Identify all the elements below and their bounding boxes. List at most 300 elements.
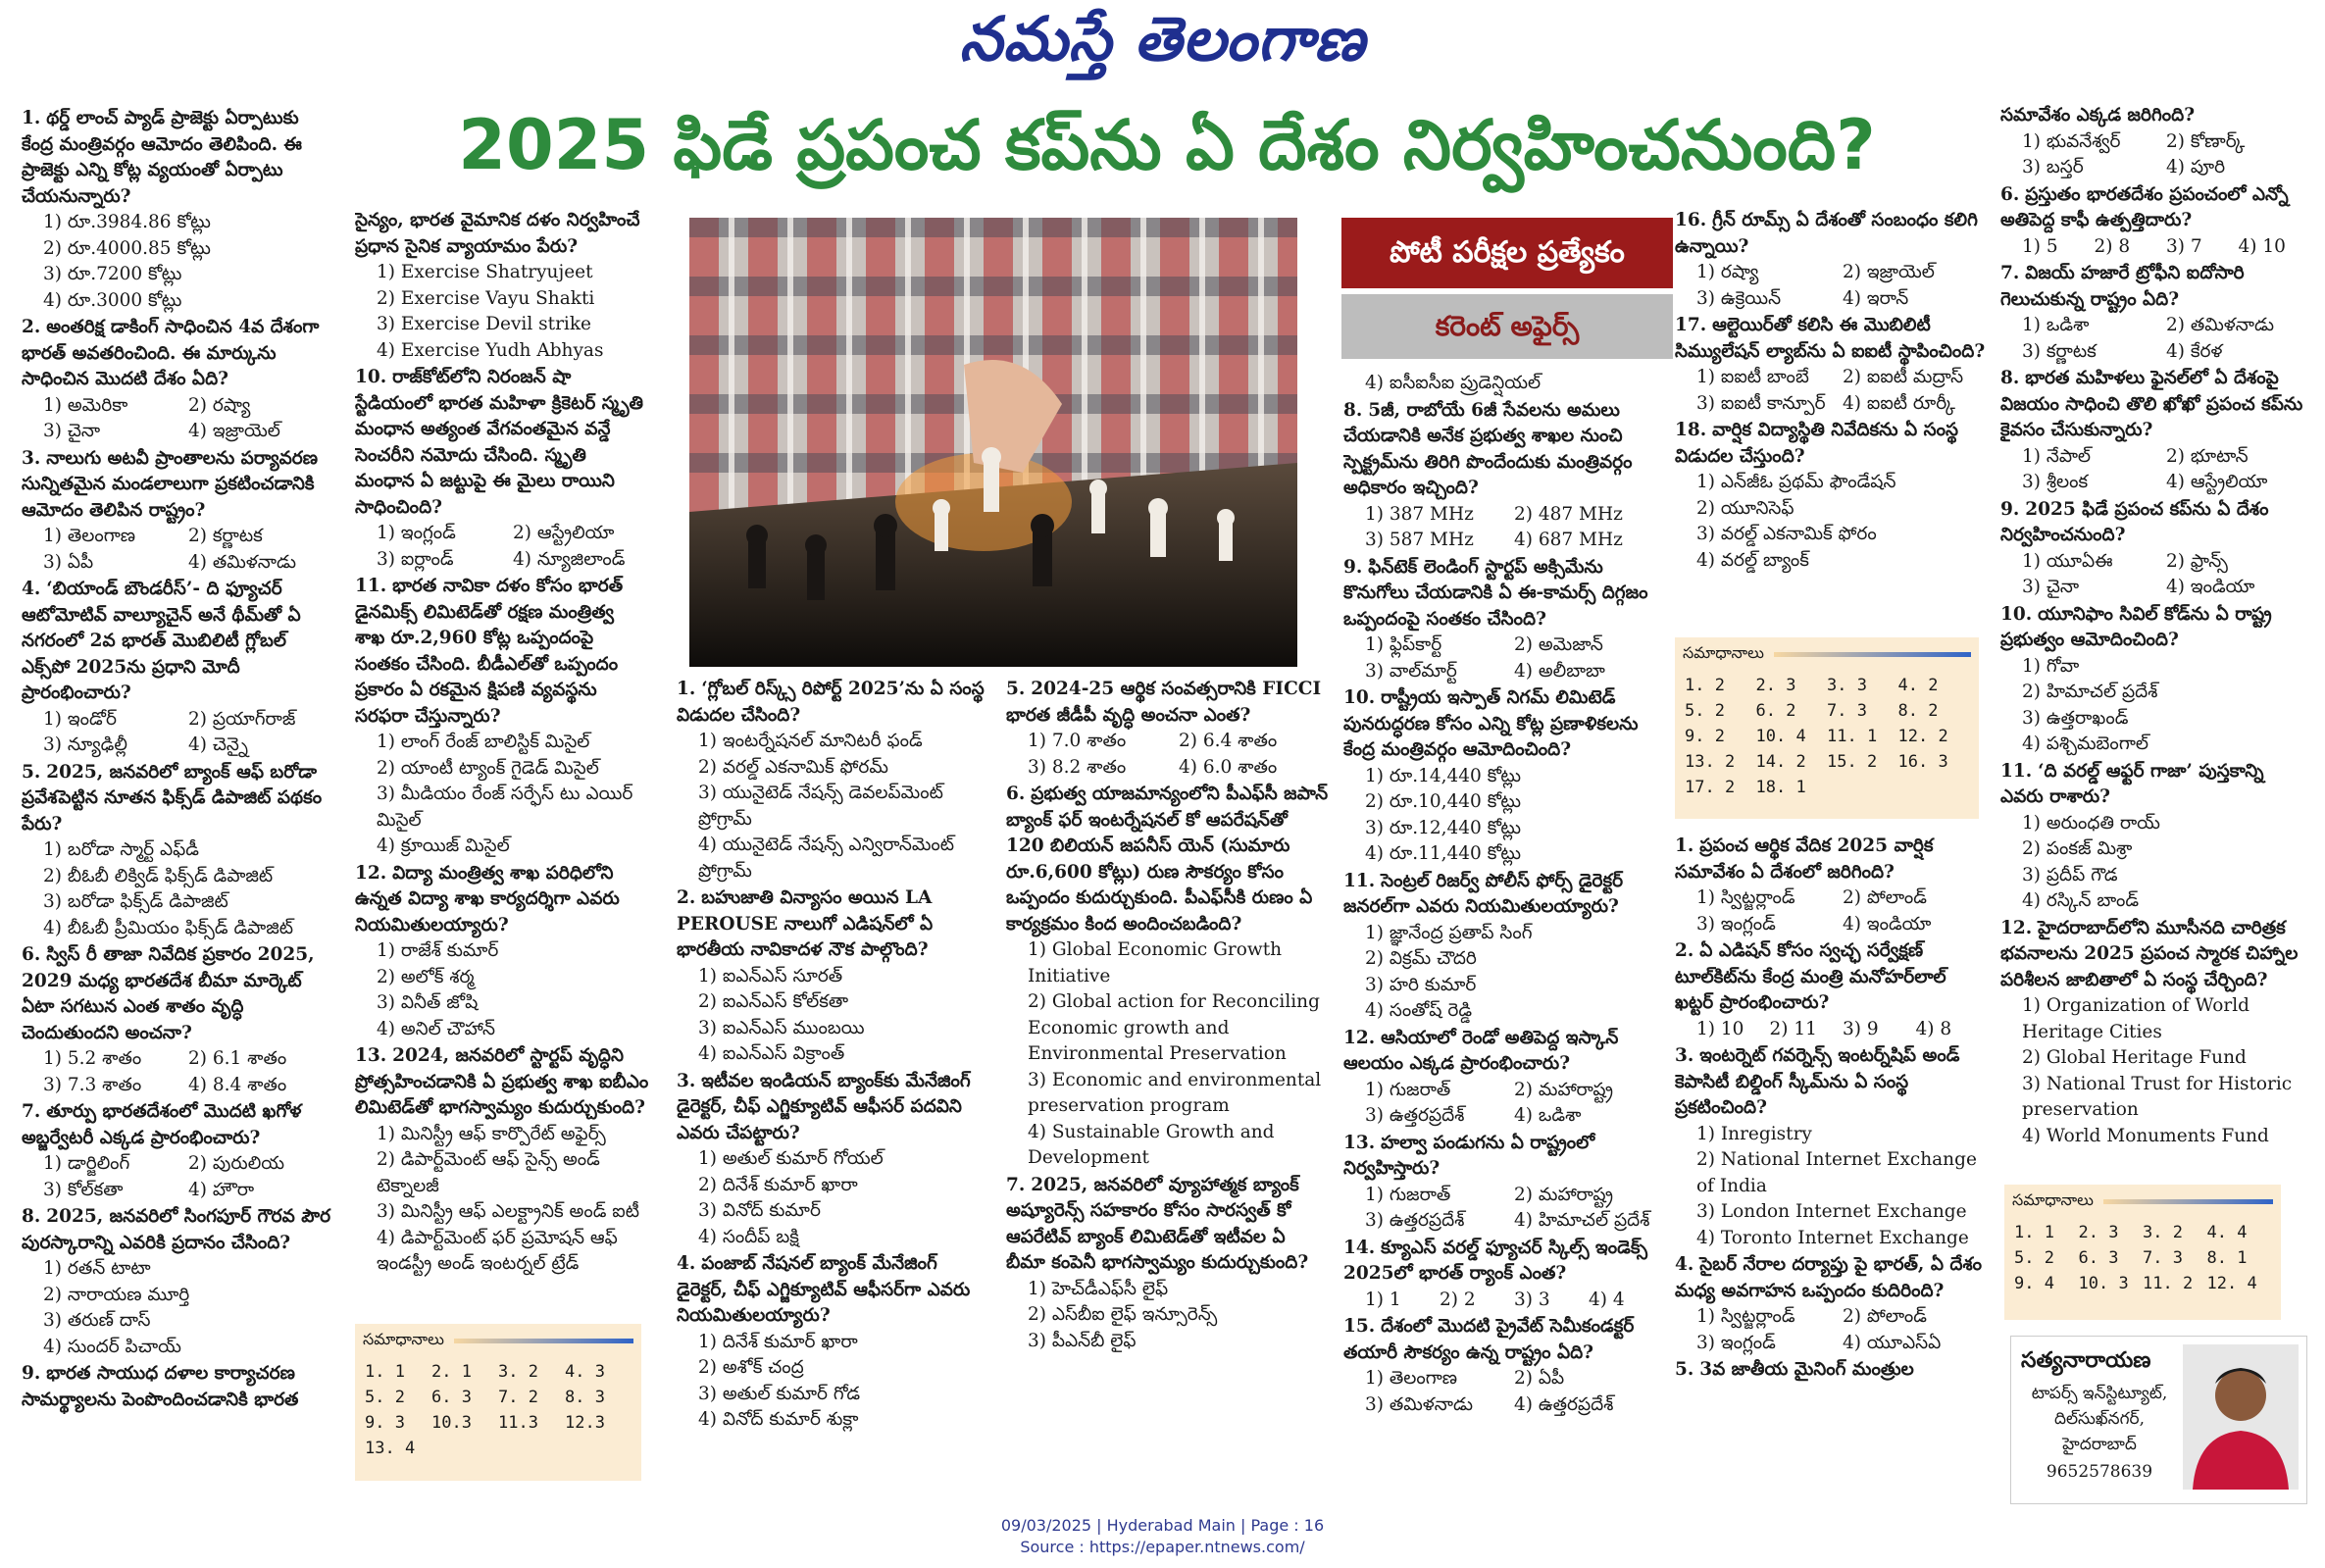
option: 2) హిమాచల్ ప్రదేశ్ <box>2022 682 2158 702</box>
answer-key-title <box>1675 637 1979 672</box>
option: 2) National Internet Exchange of India <box>1696 1149 1977 1196</box>
option: 1) 7.0 శాతం <box>1028 731 1127 751</box>
option: 4) 687 MHz <box>1514 530 1623 550</box>
question-item <box>1675 1252 1989 1356</box>
option: 2) ఐఐటీ మద్రాస్ <box>1843 367 1964 387</box>
author-institute: టాపర్స్ ఇన్‌స్టిట్యూట్, <box>2031 1384 2168 1403</box>
option: 3) తరుణ్ దాస్ <box>43 1310 151 1331</box>
question-text-row <box>1343 555 1663 633</box>
question-number: 11. <box>1343 870 1376 891</box>
answer-item: 12.3 <box>565 1413 605 1433</box>
question-text-row <box>2000 103 2310 129</box>
option: 2) Global Heritage Fund <box>2022 1047 2247 1068</box>
option: 1) స్విట్జర్లాండ్ <box>1696 887 1795 908</box>
option: 4) 4 <box>1589 1289 1625 1310</box>
question-text: ఇటీవల ఇండియన్ బ్యాంక్‌కు మేనేజింగ్ డైరెక్టర్, చీఫ్ ఎగ్జిక్యూటివ్ ఆఫీసర్ పదవిని ఎవరు చేపట్టారు? <box>677 1070 971 1143</box>
question-number: 7. <box>22 1101 41 1122</box>
question-item <box>1343 1314 1663 1418</box>
option: 2) ఇజ్రాయెల్ <box>1843 262 1935 282</box>
question-number: 8. <box>1343 399 1363 421</box>
option: 3) ప్రదీప్ గౌడ <box>2022 864 2118 885</box>
option: 4) సుందర్ పిచాయ్ <box>43 1336 181 1357</box>
option: 2) ఏపీ <box>1514 1368 1565 1389</box>
option: 3) తమిళనాడు <box>1365 1393 1474 1415</box>
option: 2) 11 <box>1769 1018 1817 1039</box>
author-photo <box>2183 1344 2299 1490</box>
options <box>2000 129 2310 181</box>
option: 4) రూ.3000 కోట్లు <box>43 289 182 311</box>
question-item <box>2000 103 2310 181</box>
option: 1) ఇంటర్నేషనల్ మానిటరీ ఫండ్ <box>698 731 923 751</box>
question-number: 1. <box>1675 835 1694 856</box>
question-number: 4. <box>22 579 41 599</box>
question-text-row <box>1343 398 1663 502</box>
option: 3) ఉక్రెయిన్ <box>1696 287 1782 309</box>
option: 2) మహారాష్ట్ర <box>1514 1184 1613 1205</box>
question-number: 16. <box>1675 210 1707 230</box>
answer-grid <box>355 1358 641 1462</box>
question-text: యూనిఫాం సివిల్ కోడ్‌ను ఏ రాష్ట్ర ప్రభుత్వం ఆమోదించింది? <box>2000 603 2272 650</box>
question-text-row <box>22 106 333 210</box>
title-bar <box>1774 652 1971 657</box>
option: 3) అతుల్ కుమార్ గోడ <box>698 1383 861 1404</box>
option: 2) అశోక్ చంద్ర <box>698 1357 804 1378</box>
question-column-6 <box>1675 208 1989 630</box>
question-text: భారత మహిళలు ఫైనల్‌లో ఏ దేశంపై విజయం సాధించి తొలి ఖోఖో ప్రపంచ కప్‌ను కైవసం చేసుకున్నారు? <box>2000 368 2303 440</box>
option: 2) పోలాండ్ <box>1843 1306 1927 1327</box>
answer-item: 10.3 <box>431 1413 472 1433</box>
option: 3) మినిస్ట్రీ ఆఫ్ ఎలక్ట్రానిక్ అండ్ ఐటీ <box>377 1201 640 1222</box>
headline: 2025 ఫిడే ప్రపంచ కప్‌ను ఏ దేశం నిర్వహించనుంది? <box>458 105 1876 185</box>
question-item <box>2000 602 2310 758</box>
answer-item: 1. 1 <box>365 1362 405 1382</box>
question-text-row <box>1006 1173 1330 1277</box>
answer-item: 12. 2 <box>1897 727 1948 746</box>
question-text: విజయ్ హజారే ట్రోఫీని ఐదోసారి గెలుచుకున్న రాష్ట్రం ఏది? <box>2000 263 2245 310</box>
option: 2) పంకజ్ మిశ్రా <box>2022 838 2133 859</box>
question-text-row <box>355 1043 649 1122</box>
option: 3) మీడియం రేంజ్ సర్ఫేస్ టు ఎయిర్ మిసైల్ <box>377 784 633 831</box>
option: 2) రష్యా <box>188 394 251 416</box>
question-number: 7. <box>1006 1174 1026 1195</box>
question-text: ఏ ఎడిషన్ కోసం స్వచ్ఛ సర్వేక్షణ్ టూల్‌కిట్‌ను కేంద్ర మంత్రి మనోహర్‌లాల్ ఖట్టర్ ప్రారంభించారు? <box>1675 940 1946 1013</box>
option: 4) యూఎస్ఏ <box>1843 1332 1942 1353</box>
option: 4) తమిళనాడు <box>188 551 297 573</box>
question-item <box>1343 371 1663 397</box>
answer-item: 2. 3 <box>2078 1223 2119 1242</box>
option: 2) పోలాండ్ <box>1843 887 1927 908</box>
banner-title: పోటీ పరీక్షల ప్రత్యేకం <box>1341 218 1673 288</box>
question-text-row <box>1675 834 1989 885</box>
option: 3) బరోడా ఫిక్స్‌డ్ డిపాజిట్ <box>43 891 228 912</box>
question-text-row <box>2000 916 2310 994</box>
option: 1) గోవా <box>2022 655 2080 677</box>
option: 3) ఉత్తరప్రదేశ్ <box>1365 1105 1465 1126</box>
option: 3) వినీత్ జోషి <box>377 992 479 1013</box>
question-column-1 <box>22 106 333 1498</box>
answer-item: 13. 2 <box>1685 752 1736 772</box>
option: 1) 10 <box>1696 1018 1744 1039</box>
question-item <box>22 1204 333 1360</box>
option: 2) 6.1 శాతం <box>188 1048 287 1069</box>
question-number: 12. <box>2000 917 2033 938</box>
option: 3) చైనా <box>43 421 101 441</box>
question-text: వార్షిక విద్యాస్థితి నివేదికను ఏ సంస్థ విడుదల చేస్తుంది? <box>1675 420 1958 467</box>
question-item <box>677 1251 990 1434</box>
option: 4) ఒడిశా <box>1514 1105 1582 1126</box>
footer <box>0 1515 2325 1558</box>
question-number: 17. <box>1675 315 1707 335</box>
question-number: 2. <box>1675 940 1694 961</box>
options <box>22 1151 333 1203</box>
option: 3) హరి కుమార్ <box>1365 974 1477 995</box>
question-number: 3. <box>22 447 41 469</box>
question-text: 2025 ఫిడే ప్రపంచ కప్‌ను ఏ దేశం నిర్వహించనుంది? <box>2000 498 2269 545</box>
option: 1) మినిస్ట్రీ ఆఫ్ కార్పొరేట్ అఫైర్స్ <box>377 1123 606 1144</box>
option: 3) 8.2 శాతం <box>1028 756 1127 778</box>
option: 4) ఇండియా <box>1843 913 1932 935</box>
question-item <box>355 365 649 573</box>
question-number: 6. <box>1006 784 1026 804</box>
option: 2) కోణార్క్ <box>2166 130 2246 152</box>
answer-key-2 <box>1675 637 1979 819</box>
question-text-row <box>22 942 333 1046</box>
answer-item: 10. 3 <box>2078 1274 2129 1293</box>
option: 2) పురులియ <box>188 1153 285 1174</box>
question-number: 2. <box>677 887 696 908</box>
question-number: 6. <box>22 944 41 965</box>
option: 4) వినోద్ కుమార్ శుక్లా <box>698 1409 859 1430</box>
option: 1) అరుంధతి రాయ్ <box>2022 812 2160 834</box>
option: 4) ఉత్తరప్రదేశ్ <box>1514 1393 1614 1415</box>
option: 1) Organization of World Heritage Cities <box>2022 995 2250 1042</box>
option: 4) డిపార్ట్‌మెంట్ ఫర్ ప్రమోషన్ ఆఫ్ ఇండస్ట్రీ అండ్ ఇంటర్నల్ ట్రేడ్ <box>377 1227 618 1274</box>
question-number: 15. <box>1343 1316 1376 1337</box>
answer-item: 6. 2 <box>1755 701 1796 721</box>
option: 3) కోల్‌కతా <box>43 1179 124 1200</box>
answer-key-3 <box>2004 1185 2281 1320</box>
section-banner <box>1341 218 1673 365</box>
question-item <box>2000 261 2310 365</box>
question-text-row <box>677 677 990 729</box>
question-text: థర్డ్ లాంచ్ ప్యాడ్ ప్రాజెక్టు ఏర్పాటుకు కేంద్ర మంత్రివర్గం ఆమోదం తెలిపింది. ఈ ప్రాజెక్టు ఎన్ని కోట్ల వ్యయంతో ఏర్పాటు చేయనున్నారు? <box>22 108 302 207</box>
option: 2) ప్రయాగ్‌రాజ్ <box>188 708 296 730</box>
option: 2) 2 <box>1440 1289 1476 1310</box>
option: 3) రూ.7200 కోట్లు <box>43 264 182 284</box>
question-text: తూర్పు భారతదేశంలో మొదటి ఖగోళ అబ్జర్వేటరీ ఎక్కడ ప్రారంభించారు? <box>22 1101 302 1148</box>
option: 3) రూ.12,440 కోట్లు <box>1365 817 1522 838</box>
options <box>22 1046 333 1098</box>
options <box>677 1146 990 1250</box>
option: 2) ఆస్ట్రేలియా <box>513 523 615 543</box>
question-number: 8. <box>22 1206 41 1227</box>
option: 3) యునైటెడ్ నేషన్స్ డెవలప్‌మెంట్ ప్రోగ్రామ్ <box>698 783 943 830</box>
options <box>1006 729 1330 781</box>
question-text-row <box>22 577 333 707</box>
option: 4) అనిల్ చౌహాన్ <box>377 1018 496 1039</box>
question-text: నాలుగు అటవీ ప్రాంతాలను పర్యావరణ సున్నితమైన మండలాలుగా ప్రకటించడానికి ఆమోదం తెలిపిన రాష్ట్రం? <box>22 447 319 521</box>
question-number: 13. <box>355 1045 387 1066</box>
question-text-row <box>2000 497 2310 549</box>
options <box>1343 921 1663 1025</box>
option: 1) రూ.3984.86 కోట్లు <box>43 212 211 232</box>
question-number: 1. <box>22 108 41 128</box>
question-item <box>22 446 333 577</box>
question-text: 3వ జాతీయ మైనింగ్ మంత్రుల <box>1699 1359 1914 1380</box>
question-text-row <box>677 885 990 964</box>
answer-item: 11.3 <box>498 1413 538 1433</box>
question-number: 9. <box>2000 498 2020 520</box>
option: 4) 6.0 శాతం <box>1179 756 1278 778</box>
option: 2) మహారాష్ట్ర <box>1514 1079 1613 1100</box>
question-column-6b <box>1675 834 1989 1510</box>
question-column-7 <box>2000 103 2310 1172</box>
question-item <box>1343 685 1663 868</box>
options <box>1343 1366 1663 1418</box>
options <box>677 1330 990 1434</box>
option: 1) దినేశ్ కుమార్ ఖారా <box>698 1331 858 1352</box>
question-item <box>677 1069 990 1251</box>
answer-item: 8. 1 <box>2206 1248 2248 1268</box>
option: 2) రూ.10,440 కోట్లు <box>1365 791 1522 812</box>
answer-item: 6. 3 <box>2078 1248 2119 1268</box>
answer-item: 2. 1 <box>431 1362 472 1382</box>
question-item <box>22 1361 333 1413</box>
option: 3) ఐర్లాండ్ <box>377 548 454 570</box>
question-number: 1. <box>677 679 696 699</box>
option: 4) హౌరా <box>188 1179 255 1200</box>
answer-item: 5. 2 <box>1685 701 1725 721</box>
question-text-row <box>1343 1026 1663 1078</box>
option: 1) గుజరాత్ <box>1365 1079 1451 1100</box>
question-text-row <box>22 760 333 838</box>
option: 3) 7.3 శాతం <box>43 1074 142 1095</box>
option: 1) యూఏఈ <box>2022 550 2113 572</box>
option: 2) వరల్డ్ ఎకనామిక్ ఫోరమ్ <box>698 756 888 778</box>
question-number: 10. <box>355 367 387 387</box>
answer-item: 11. 1 <box>1827 727 1878 746</box>
answer-item: 9. 2 <box>1685 727 1725 746</box>
option: 3) బస్తర్ <box>2022 157 2084 177</box>
question-text: ప్రపంచ ఆర్థిక వేదిక 2025 వార్షిక సమావేశం ఏ దేశంలో జరిగింది? <box>1675 835 1934 883</box>
question-item <box>355 1043 649 1278</box>
options <box>1675 260 1989 312</box>
question-text: ఇంటర్నెట్ గవర్నెన్స్ ఇంటర్న్‌షిప్ అండ్ కెపాసిటీ బిల్డింగ్ స్కీమ్‌ను ఏ సంస్థ ప్రకటించింది? <box>1675 1045 1960 1118</box>
question-item <box>1343 398 1663 554</box>
options <box>22 837 333 941</box>
question-text: ఫిన్‌టెక్ లెండింగ్ స్టార్టప్ అక్సిమేను కొనుగోలు చేయడానికి ఏ ఈ-కామర్స్ దిగ్గజం ఒప్పందంపై సంతకం చేసింది? <box>1343 556 1648 630</box>
answer-item: 5. 2 <box>2014 1248 2054 1268</box>
question-number: 18. <box>1675 420 1707 440</box>
question-number: 6. <box>2000 183 2020 205</box>
option: 4) హిమాచల్ ప్రదేశ్ <box>1514 1210 1650 1231</box>
answer-item: 3. 2 <box>498 1362 538 1382</box>
question-text: 2024-25 ఆర్థిక సంవత్సరానికి FICCI భారత జీడీపీ వృద్ధి అంచనా ఎంత? <box>1006 679 1322 726</box>
option: 4) వరల్డ్ బ్యాంక్ <box>1696 549 1809 571</box>
option: 1) స్విట్జర్లాండ్ <box>1696 1306 1795 1327</box>
option: 3) 9 <box>1843 1018 1879 1039</box>
question-text: దేశంలో మొదటి ప్రైవేట్ సెమీకండక్టర్ తయారీ సౌకర్యం ఉన్న రాష్ట్రం ఏది? <box>1343 1316 1635 1363</box>
question-text: స్విస్ రీ తాజా నివేదిక ప్రకారం 2025, 2029 మధ్య భారతదేశ బీమా మార్కెట్ ఏటా సగటున ఎంత శాతం వృద్ధి చెందుతుందని అంచనా? <box>22 944 315 1043</box>
question-text: సైన్యం, భారత వైమానిక దళం నిర్వహించే ప్రధాన సైనిక వ్యాయామం పేరు? <box>355 210 640 257</box>
option: 3) పీఎన్‌బీ లైఫ్ <box>1028 1330 1137 1351</box>
option: 1) భువనేశ్వర్ <box>2022 130 2121 152</box>
author-city: హైదరాబాద్ <box>2062 1435 2137 1454</box>
question-text-row <box>1343 1236 1663 1288</box>
option: 1) తెలంగాణ <box>1365 1368 1458 1389</box>
question-number: 11. <box>2000 760 2033 782</box>
options <box>1343 1078 1663 1130</box>
option: 4) ఐఎన్ఎస్ విక్రాంత్ <box>698 1043 845 1064</box>
question-number: 10. <box>2000 603 2033 625</box>
question-item <box>2000 182 2310 261</box>
question-number: 10. <box>1343 687 1376 708</box>
question-text: రాష్ట్రీయ ఇస్పాత్ నిగమ్ లిమిటెడ్ పునరుద్ధరణ కోసం ఎన్ని కోట్ల ప్రణాళికలను కేంద్ర మంత్రివర్గం ఆమోదించింది? <box>1343 687 1639 760</box>
question-text: ‘బియాండ్ బౌండరీస్’- ది ఫ్యూచర్ ఆటోమోటివ్ వాల్యూచైన్ అనే థీమ్‌తో ఏ నగరంలో 2వ భారత్ మొబిలిటీ గ్లోబల్ ఎక్స్‌పో 2025ను ప్రధాని మోదీ ప్రారంభించారు? <box>22 579 301 703</box>
answer-item: 9. 4 <box>2014 1274 2054 1293</box>
footer-date: 09/03/2025 | Hyderabad Main | Page : 16 <box>1000 1516 1325 1535</box>
person-icon <box>2183 1344 2299 1490</box>
option: 2) Global action for Reconciling Economic growth and Environmental Preservation <box>1028 991 1320 1064</box>
option: 1) ఐఎన్ఎస్ సూరత్ <box>698 965 843 986</box>
option: 4) చెన్నై <box>188 734 248 755</box>
title-bar <box>2103 1199 2273 1204</box>
option: 1) నేపాల్ <box>2022 445 2092 467</box>
question-text-row <box>1343 1314 1663 1366</box>
options <box>1006 1277 1330 1355</box>
options <box>1343 764 1663 868</box>
option: 1) హెచ్‌డీఎఫ్‌సీ లైఫ్ <box>1028 1278 1169 1299</box>
question-column-4 <box>1006 677 1330 1510</box>
option: 2) 6.4 శాతం <box>1179 731 1278 751</box>
option: 4) ఐసీఐసీఐ ప్రుడెన్షియల్ <box>1365 373 1542 393</box>
footer-source: Source : https://epaper.ntnews.com/ <box>1020 1538 1305 1556</box>
option: 4) World Monuments Fund <box>2022 1125 2269 1146</box>
question-text-row <box>1675 418 1989 470</box>
option: 1) రాజేశ్ కుమార్ <box>377 940 499 961</box>
options <box>1343 1183 1663 1235</box>
question-number: 5. <box>1675 1359 1694 1380</box>
question-text: పంజాబ్ నేషనల్ బ్యాంక్ మేనేజింగ్ డైరెక్టర్, చీఫ్ ఎగ్జిక్యూటివ్ ఆఫీసర్‌గా ఎవరు నియమితులయ్యారు? <box>677 1253 971 1326</box>
options <box>355 260 649 364</box>
question-text-row <box>22 1361 333 1413</box>
option: 4) 8 <box>1915 1018 1952 1039</box>
answer-item: 1. 1 <box>2014 1223 2054 1242</box>
question-text-row <box>1675 1357 1989 1384</box>
option: 2) అలోక్ శర్మ <box>377 966 475 987</box>
option: 1) ఇండోర్ <box>43 708 117 730</box>
options <box>1675 1304 1989 1356</box>
answer-item: 8. 2 <box>1897 701 1939 721</box>
answer-grid <box>1675 672 1979 801</box>
answer-key-1 <box>355 1324 641 1481</box>
question-number: 13. <box>1343 1132 1376 1153</box>
option: 2) 8 <box>2094 235 2131 257</box>
option: 4) పశ్చిమబెంగాల్ <box>2022 733 2148 754</box>
question-text-row <box>1675 938 1989 1017</box>
question-text-row <box>355 208 649 260</box>
question-text-row <box>2000 602 2310 654</box>
options <box>2000 234 2310 261</box>
question-item <box>2000 366 2310 496</box>
options <box>2000 654 2310 758</box>
question-item <box>22 315 333 445</box>
question-item <box>1343 1026 1663 1130</box>
answer-item: 7. 2 <box>498 1388 538 1407</box>
answer-item: 5. 2 <box>365 1388 405 1407</box>
question-item <box>1343 869 1663 1025</box>
answer-item: 7. 3 <box>2143 1248 2183 1268</box>
question-number: 11. <box>355 576 387 596</box>
question-text: ఆల్టెయిర్‌తో కలిసి ఈ మొబిలిటీ సిమ్యులేషన్ ల్యాబ్‌ను ఏ ఐఐటీ స్థాపించింది? <box>1675 315 1986 362</box>
question-number: 2. <box>22 317 41 337</box>
option: 2) భూటాన్ <box>2166 445 2249 467</box>
question-text: గ్రీన్ రూమ్స్ ఏ దేశంతో సంబంధం కలిగి ఉన్నాయి? <box>1675 210 1978 257</box>
question-number: 14. <box>1343 1237 1376 1258</box>
answer-item: 11. 2 <box>2143 1274 2194 1293</box>
answer-item: 6. 3 <box>431 1388 472 1407</box>
option: 1) ఒడిశా <box>2022 315 2090 335</box>
option: 2) బీఓబీ లిక్విడ్ ఫిక్స్‌డ్ డిపాజిట్ <box>43 865 274 886</box>
question-item <box>1006 677 1330 781</box>
option: 3) న్యూఢిల్లీ <box>43 734 127 755</box>
option: 3) వరల్డ్ ఎకనామిక్ ఫోరం <box>1696 524 1877 544</box>
question-text-row <box>2000 182 2310 234</box>
option: 1) జ్ఞానేంద్ర ప్రతాప్ సింగ్ <box>1365 922 1533 943</box>
chess-image <box>689 218 1297 667</box>
option: 2) ఎస్‌బీఐ లైఫ్ ఇన్సూరెన్స్ <box>1028 1304 1218 1325</box>
option: 4) అలీబాబా <box>1514 660 1605 682</box>
answer-key-label: సమాధానాలు <box>1683 643 1764 662</box>
options <box>1675 365 1989 417</box>
options <box>677 729 990 885</box>
answer-item: 3. 2 <box>2143 1223 2183 1242</box>
question-text-row <box>1343 685 1663 764</box>
question-text-row <box>1343 1131 1663 1183</box>
option: 1) తెలంగాణ <box>43 526 136 546</box>
options <box>1343 632 1663 684</box>
option: 1) 5.2 శాతం <box>43 1048 142 1069</box>
option: 4) 8.4 శాతం <box>188 1074 287 1095</box>
author-phone: 9652578639 <box>2046 1462 2153 1482</box>
option: 1) ఐఐటీ బాంబే <box>1696 367 1809 387</box>
option: 2) దినేశ్ కుమార్ ఖారా <box>698 1174 858 1195</box>
option: 3) London Internet Exchange <box>1696 1201 1967 1222</box>
question-item <box>355 208 649 364</box>
question-text: సైబర్ నేరాల దర్యాప్తు పై భారత్, ఏ దేశం మధ్య అవగాహన ఒప్పందం కుదిరింది? <box>1675 1254 1983 1301</box>
option: 2) డిపార్ట్‌మెంట్ ఆఫ్ సైన్స్ అండ్ టెక్నాలజీ <box>377 1149 600 1196</box>
question-text-row <box>22 446 333 525</box>
options <box>22 393 333 445</box>
question-text: విద్యా మంత్రిత్వ శాఖ పరిధిలోని ఉన్నత విద్యా శాఖ కార్యదర్శిగా ఎవరు నియమితులయ్యారు? <box>355 862 620 936</box>
question-text: క్యూఎస్ వరల్డ్ ఫ్యూచర్ స్కిల్స్ ఇండెక్స్ 2025లో భారత్ ర్యాంక్ ఎంత? <box>1343 1237 1648 1284</box>
question-text-row <box>2000 366 2310 444</box>
answer-key-title <box>355 1324 641 1358</box>
option: 3) 587 MHz <box>1365 530 1474 550</box>
answer-item: 18. 1 <box>1755 778 1806 797</box>
option: 2) కర్ణాటక <box>188 526 263 546</box>
answer-item: 16. 3 <box>1897 752 1948 772</box>
option: 3) ఇంగ్లండ్ <box>1696 913 1776 935</box>
question-text-row <box>2000 261 2310 313</box>
option: 2) తమిళనాడు <box>2166 315 2275 335</box>
options <box>1343 1288 1663 1314</box>
author-name: సత్యనారాయణ <box>2021 1348 2151 1373</box>
answer-item: 4. 3 <box>565 1362 605 1382</box>
option: 2) ఫ్రాన్స్ <box>2166 550 2228 572</box>
option: 2) యూనిసెఫ్ <box>1696 497 1794 519</box>
question-item <box>1675 834 1989 937</box>
